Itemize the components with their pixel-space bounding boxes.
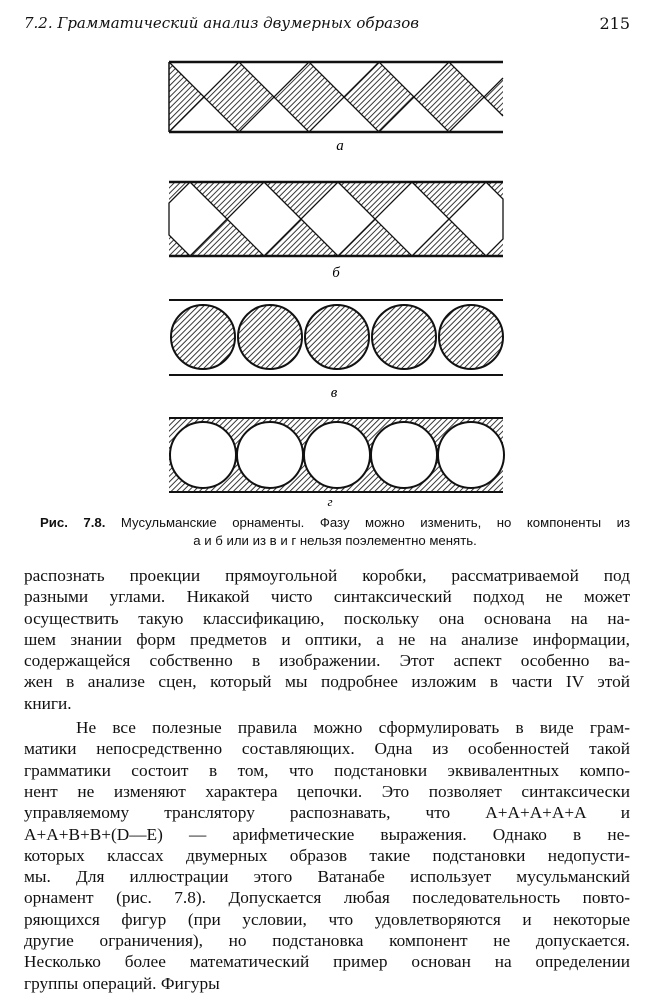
ornament-v bbox=[169, 300, 503, 375]
label-v: в bbox=[330, 385, 338, 401]
figure-7-8 bbox=[0, 58, 652, 508]
text-line: нент не изменяют характера цепочки. Это позволяет синтаксически bbox=[24, 781, 630, 801]
hatched-circle bbox=[439, 305, 503, 369]
text-line: жен в анализе сцен, который мы подробнее изложим в части IV этой bbox=[24, 672, 630, 692]
ornament-illustration bbox=[0, 58, 652, 508]
text-line: осуществить такую классификацию, поскольку она основана на на- bbox=[24, 608, 630, 628]
paragraph-2 bbox=[24, 717, 630, 994]
figure-caption bbox=[40, 514, 630, 550]
text-line: орнамент (рис. 7.8). Допускается любая последовательность повто- bbox=[24, 888, 630, 908]
ornament-g bbox=[169, 418, 504, 492]
page-header bbox=[24, 12, 630, 36]
text-line: грамматики состоит в том, что подстановки эквивалентных компо- bbox=[24, 760, 630, 780]
ornament-a bbox=[169, 62, 503, 132]
text-line: Не все полезные правила можно сформулировать в виде грам- bbox=[76, 718, 630, 738]
text-line: группы операций. Фигуры bbox=[24, 973, 220, 993]
label-a: а bbox=[336, 138, 344, 154]
page-number: 215 bbox=[599, 14, 630, 33]
body-text bbox=[24, 565, 630, 994]
hatched-circle bbox=[372, 305, 436, 369]
hatched-circle bbox=[171, 305, 235, 369]
text-line: мы. Для иллюстрации этого Ватанабе использует мусульманский bbox=[24, 867, 630, 887]
text-line: разными углами. Никакой чисто синтаксический подход не может bbox=[24, 587, 630, 607]
paragraph-1 bbox=[24, 565, 630, 714]
text-line: A+A+B+B+(D—E) — арифметические выражения. Однако в не- bbox=[24, 824, 630, 844]
caption-label: Рис. 7.8. bbox=[40, 515, 106, 530]
white-circle bbox=[170, 422, 236, 488]
hatched-circle bbox=[238, 305, 302, 369]
caption-text-line2: а и б или из в и г нельзя поэлементно менять. bbox=[193, 533, 477, 548]
ornament-b bbox=[169, 182, 503, 256]
hatched-circle bbox=[305, 305, 369, 369]
text-line: которых классах двумерных образов такие подстановки недопусти- bbox=[24, 845, 630, 865]
text-line: управляемому транслятору распознавать, что A+A+A+A+A и bbox=[24, 803, 630, 823]
text-line: содержащейся собственно в изображении. Этот аспект особенно ва- bbox=[24, 651, 630, 671]
white-circle bbox=[304, 422, 370, 488]
caption-text-line1: Мусульманские орнаменты. Фазу можно изменить, но компоненты из bbox=[120, 515, 631, 530]
label-b: б bbox=[332, 265, 340, 281]
white-circle bbox=[371, 422, 437, 488]
white-circle bbox=[237, 422, 303, 488]
section-title: 7.2. Грамматический анализ двумерных образов bbox=[24, 14, 420, 32]
white-circle bbox=[438, 422, 504, 488]
text-line: шем знании форм предметов и оптики, а не на анализе информации, bbox=[24, 629, 630, 649]
text-line: Несколько более математический пример основан на определении bbox=[24, 952, 630, 972]
text-line: другие ограничения), но подстановка компонент не допускается. bbox=[24, 931, 630, 951]
text-line: книги. bbox=[24, 693, 72, 713]
text-line: матики непосредственно составляющих. Одна из особенностей такой bbox=[24, 739, 630, 759]
text-line: ряющихся фигур (при условии, что удовлетворяются и некоторые bbox=[24, 909, 630, 929]
label-g: г bbox=[327, 494, 333, 508]
text-line: распознать проекции прямоугольной коробки, рассматриваемой под bbox=[24, 566, 630, 585]
